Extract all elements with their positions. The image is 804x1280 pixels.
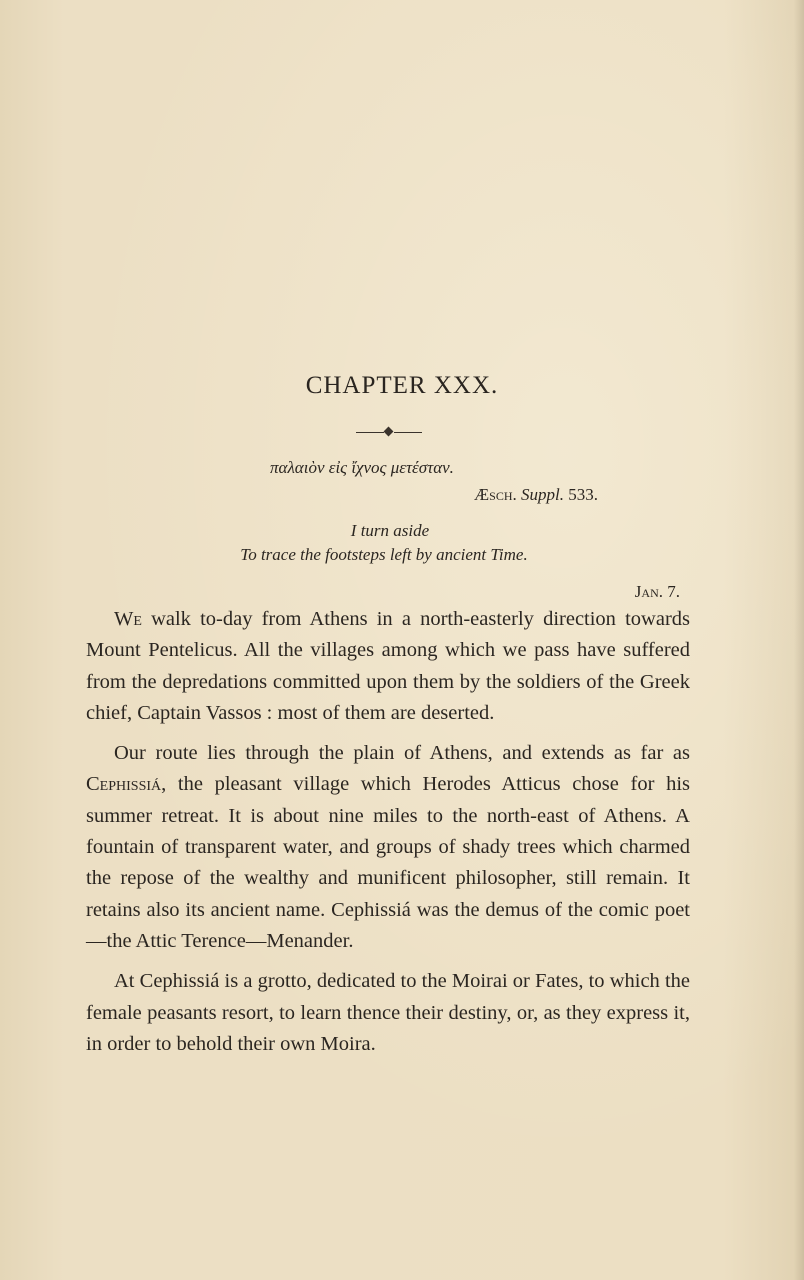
citation-line: 533. [568,485,598,504]
epigraph-greek: παλαιὸν εἰς ἴχνος μετέσταν. [270,458,454,477]
epigraph-citation [474,485,598,505]
paragraph-3: At Cephissiá is a grotto, dedicated to the Moirai or Fates, to which the female peasants resort, to learn thence their destiny, or, as they express it, in order to behold their own Moira. [86,970,690,1055]
verse-line-1: I turn aside [350,521,430,540]
citation-author: Æsch. [474,485,517,504]
page-edge-shadow [794,0,804,1280]
ornament-line-left [356,432,384,433]
entry-date: Jan. 7. [634,582,680,601]
paragraph-1-text: walk to-day from Athens in a north-easterly direction towards Mount Pentelicus. All the villages among which we pass have suffered from the depredations committed upon them by the soldiers of the Greek chief, Captain Vassos : most of them are deserted. [86,608,690,724]
paragraph-1 [86,604,690,729]
ornament-divider [356,426,422,438]
paragraph-2-text-a: Our route lies through the plain of Athens, and extends as far as [114,742,690,765]
ornament-diamond [384,427,394,437]
place-name-cephissia: Cephissiá [86,773,162,796]
paragraph-2 [86,738,690,957]
ornament-line-right [394,432,422,433]
citation-work: Suppl. [521,485,564,504]
verse-line-2: To trace the footsteps left by ancient Time. [240,545,528,564]
chapter-heading: CHAPTER XXX. [305,372,499,399]
paragraph-2-text-b: , the pleasant village which Herodes Atticus chose for his summer retreat. It is about nine miles to the north-east of Athens. A fountain of transparent water, and groups of shady trees which charmed the repose of the wealthy and munificent philosopher, still remain. It retains also its ancient name. Cephissiá was the demus of the comic poet—the Attic Terence—Menander. [86,773,690,952]
body-text [86,604,690,1060]
paragraph-1-lead: We [114,608,142,630]
